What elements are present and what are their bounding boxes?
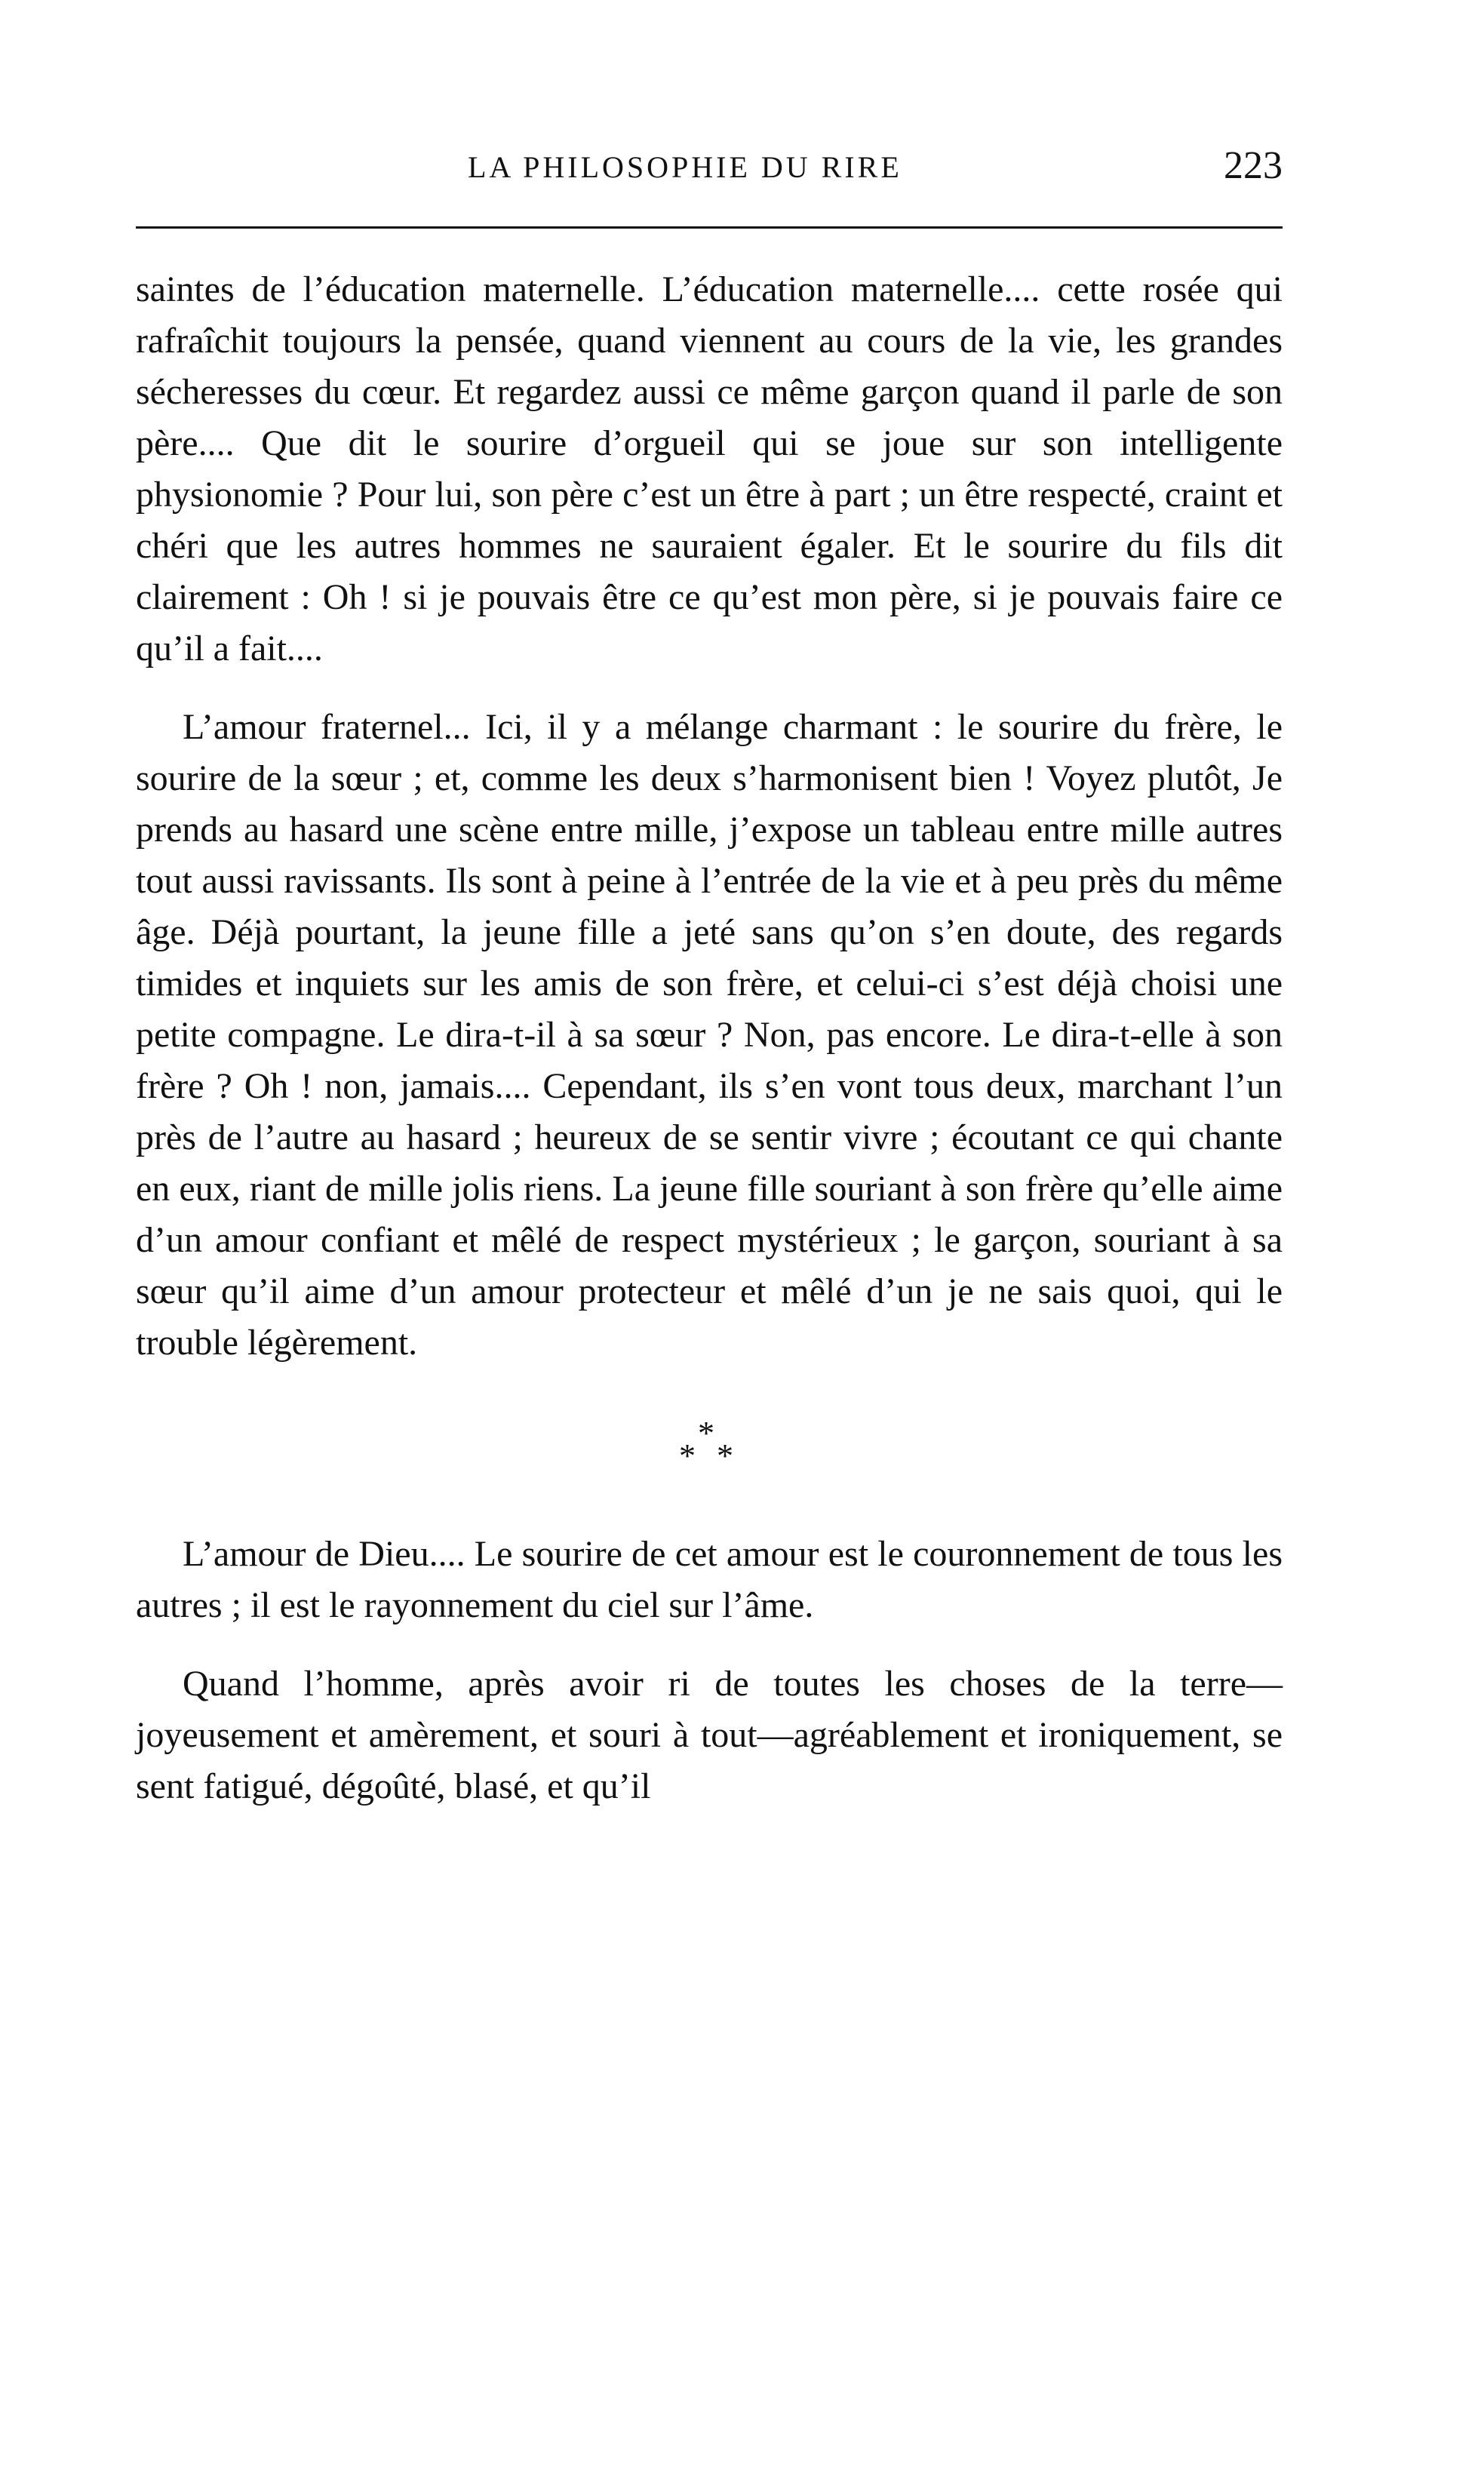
paragraph-fraternal-love: L’amour fraternel... Ici, il y a mélange charmant : le sourire du frère, le sourire de la sœur ; et, comme les deux s’harmonisent bien ! Voyez plutôt, Je prends au hasard une scène entre mille, j’expose un tableau entre mille autres tout aussi ravissants. Ils sont à peine à l’entrée de la vie et à peu près du même âge. Déjà pourtant, la jeune fille a jeté sans qu’on s’en doute, des regards timides et inquiets sur les amis de son frère, et celui-ci s’est déjà choisi une petite compagne. Le dira-t-il à sa sœur ? Non, pas encore. Le dira-t-elle à son frère ? Oh ! non, jamais.... Cependant, ils s’en vont tous deux, marchant l’un près de l’autre au hasard ; heureux de se sentir vivre ; écoutant ce qui chante en eux, riant de mille jolis riens. La jeune fille souriant à son frère qu’elle aime d’un amour confiant et mêlé de respect mystérieux ; le garçon, souriant à sa sœur qu’il aime d’un amour protecteur et mêlé d’un je ne sais quoi, qui le trouble légèrement.	[136, 707, 1283, 1363]
paragraph-when-man: Quand l’homme, après avoir ri de toutes les choses de la terre—joyeusement et amèrement, et souri à tout—agréablement et ironiquement, se sent fatigué, dégoûté, blasé, et qu’il	[136, 1664, 1283, 1806]
asterism-star: *	[698, 1415, 714, 1452]
asterism-star: *	[679, 1437, 696, 1474]
page-number: 223	[1224, 144, 1283, 187]
header-rule	[136, 226, 1283, 229]
section-break-asterism	[136, 1417, 1283, 1489]
running-title: LA PHILOSOPHIE DU RIRE	[468, 150, 902, 184]
asterism-star: *	[717, 1437, 733, 1474]
paragraph-continued: saintes de l’éducation maternelle. L’éducation maternelle.... cette rosée qui rafraîchit toujours la pensée, quand viennent au cours de la vie, les grandes sécheresses du cœur. Et regardez aussi ce même garçon quand il parle de son père.... Que dit le sourire d’orgueil qui se joue sur son intelligente physionomie ? Pour lui, son père c’est un être à part ; un être respecté, craint et chéri que les autres hommes ne sauraient égaler. Et le sourire du fils dit clairement : Oh ! si je pouvais être ce qu’est mon père, si je pouvais faire ce qu’il a fait....	[136, 269, 1283, 668]
body-text	[136, 264, 1283, 1812]
running-head	[136, 143, 1283, 196]
paragraph-love-of-god: L’amour de Dieu.... Le sourire de cet amour est le couronnement de tous les autres ; il est le rayonnement du ciel sur l’âme.	[136, 1534, 1283, 1625]
